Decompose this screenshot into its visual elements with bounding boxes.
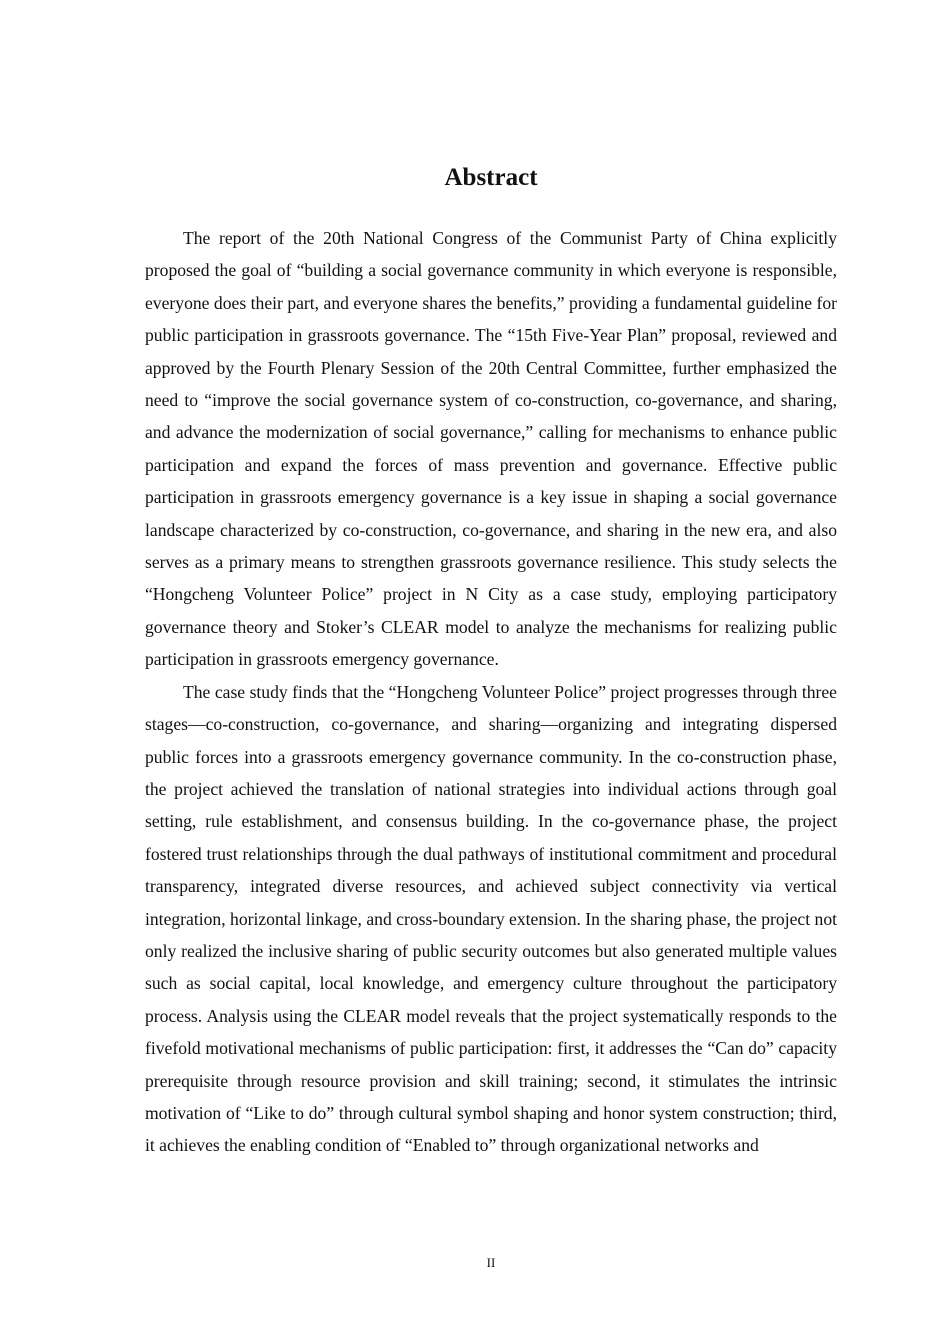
abstract-body — [145, 222, 837, 1162]
page-number: II — [486, 1255, 496, 1270]
paragraph: The case study finds that the “Hongcheng Volunteer Police” project progresses through three stages—co-construction, co-governance, and sharing—organizing and integrating dispersed public forces into a grassroots emergency governance community. In the co-construction phase, the project achieved the translation of national strategies into individual actions through goal setting, rule establishment, and consensus building. In the co-governance phase, the project fostered trust relationships through the dual pathways of institutional commitment and procedural transparency, integrated diverse resources, and achieved subject connectivity via vertical integration, horizontal linkage, and cross-boundary extension. In the sharing phase, the project not only realized the inclusive sharing of public security outcomes but also generated multiple values such as social capital, local knowledge, and emergency culture throughout the participatory process. Analysis using the CLEAR model reveals that the project systematically responds to the fivefold motivational mechanisms of public participation: first, it addresses the “Can do” capacity prerequisite through resource provision and skill training; second, it stimulates the intrinsic motivation of “Like to do” through cultural symbol shaping and honor system construction; third, it achieves the enabling condition of “Enabled to” through organizational networks and — [145, 681, 837, 1156]
page-title: Abstract — [444, 164, 538, 191]
paragraph: The report of the 20th National Congress of the Communist Party of China explicitly proposed the goal of “building a social governance community in which everyone is responsible, everyone does their part, and everyone shares the benefits,” providing a fundamental guideline for public participation in grassroots governance. The “15th Five-Year Plan” proposal, reviewed and approved by the Fourth Plenary Session of the 20th Central Committee, further emphasized the need to “improve the social governance system of co-construction, co-governance, and sharing, and advance the modernization of social governance,” calling for mechanisms to enhance public participation and expand the forces of mass prevention and governance. Effective public participation in grassroots emergency governance is a key issue in shaping a social governance landscape characterized by co-construction, co-governance, and sharing in the new era, and also serves as a primary means to strengthen grassroots governance resilience. This study selects the “Hongcheng Volunteer Police” project in N City as a case study, employing participatory governance theory and Stoker’s CLEAR model to analyze the mechanisms for realizing public participation in grassroots emergency governance. — [145, 228, 837, 670]
